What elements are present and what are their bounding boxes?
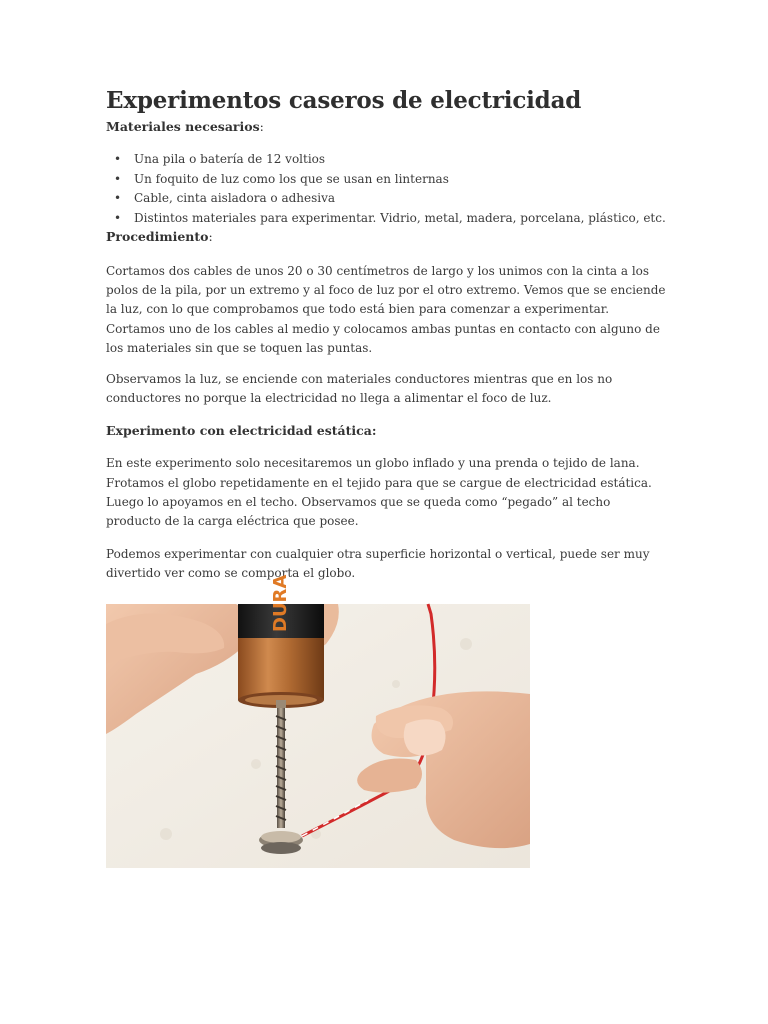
document-page xyxy=(106,84,666,868)
materials-heading-colon: : xyxy=(259,119,264,134)
procedure-heading-text: Procedimiento xyxy=(106,229,209,244)
materials-heading-text: Materiales necesarios xyxy=(106,119,260,134)
static-paragraph-2: Podemos experimentar con cualquier otra superficie horizontal o vertical, puede ser muy divertido ver como se comporta el globo. xyxy=(106,547,650,581)
static-heading: Experimento con electricidad estática: xyxy=(106,423,377,439)
list-item: • Cable, cinta aisladora o adhesiva xyxy=(134,189,666,209)
experiment-photo-illustration xyxy=(106,574,530,868)
procedure-paragraph-2: Observamos la luz, se enciende con materiales conductores mientras que en los no conductores no porque la electricidad no llega a alimentar el foco de luz. xyxy=(106,372,613,406)
battery-label: DURA xyxy=(270,574,291,632)
list-item: • Un foquito de luz como los que se usan en linternas xyxy=(134,170,666,190)
page-title: Experimentos caseros de electricidad xyxy=(106,87,582,114)
procedure-heading xyxy=(106,228,666,246)
list-item: • Una pila o batería de 12 voltios xyxy=(134,150,666,170)
procedure-heading-colon: : xyxy=(208,229,213,244)
procedure-paragraph-1: Cortamos dos cables de unos 20 o 30 centímetros de largo y los unimos con la cinta a los polos de la pila, por un extremo y al foco de luz por el otro extremo. Vemos que se enciende la luz, con lo que comprobamos que todo está bien para comenzar a experimentar. Cortamos uno de los cables al medio y colocamos ambas puntas en contacto con alguno de los materiales sin que se toquen las puntas. xyxy=(106,264,666,355)
list-item: • Distintos materiales para experimentar. Vidrio, metal, madera, porcelana, plástico, etc. xyxy=(134,209,666,229)
static-paragraph-1: En este experimento solo necesitaremos un globo inflado y una prenda o tejido de lana. Frotamos el globo repetidamente en el tejido para que se cargue de electricidad estática. Luego lo apoyamos en el techo. Observamos que se queda como “pegado” al techo producto de la carga eléctrica que posee. xyxy=(106,456,652,529)
materials-heading xyxy=(106,118,666,136)
experiment-photo xyxy=(106,574,530,868)
materials-list xyxy=(106,150,666,228)
